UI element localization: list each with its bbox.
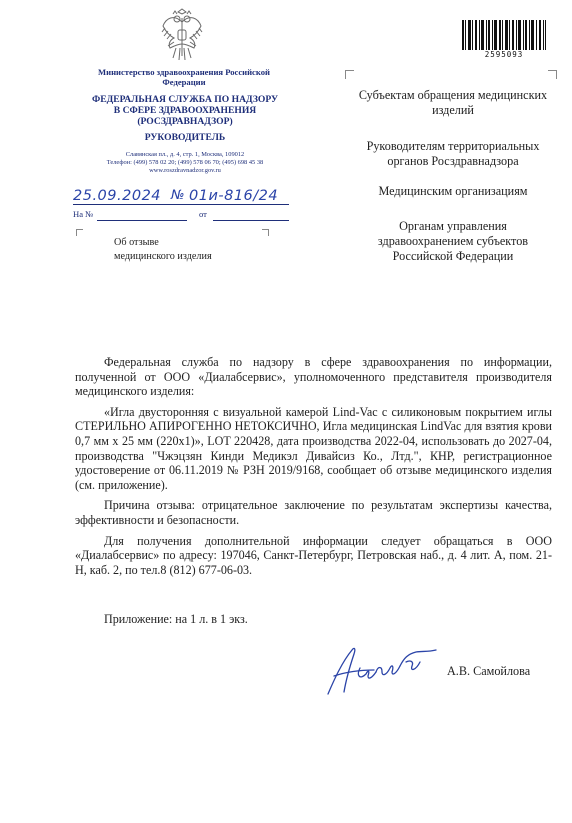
body-paragraph-1: Федеральная служба по надзору в сфере здравоохранения по информации, полученной от ООО «Диалабсервис», уполномоченного представителя производителя медицинского изделия: — [75, 355, 552, 399]
reference-line — [73, 209, 289, 223]
handwritten-date: 25.09.2024 — [73, 188, 162, 204]
subject-block — [114, 236, 212, 264]
ref-date-field — [213, 220, 289, 221]
body-paragraph-2: «Игла двусторонняя с визуальной камерой Lind-Vac с силиконовым покрытием иглы СТЕРИЛЬНО АПИРОГЕННО НЕТОКСИЧНО, Игла медицинская LindVac для взятия крови 0,7 мм х 25 мм (220х1)», LOT 220428, дата производства 2022-04, использовать до 2027-04, производства "Чжэцзян Кинди Медикэл Дивайсиз Ко., Лтд.", КНР, регистрационное удостоверение от 06.11.2019 № РЗН 2019/9168, сообщает об отзыве медицинского изделия (см. приложение). — [75, 404, 552, 492]
handwritten-number: 01и-816/24 — [189, 188, 279, 204]
appendix-note: Приложение: на 1 л. в 1 экз. — [104, 612, 248, 626]
signature-icon — [320, 636, 445, 706]
body-paragraph-4: Для получения дополнительной информации следует обращаться в ООО «Диалабсервис» по адресу: 197046, Санкт-Петербург, Петровская наб., д. 4 лит. А, пом. 21-Н, каб. 2, по тел.8 (812) 677-06-03. — [75, 533, 552, 577]
addressee-corner-right — [548, 70, 557, 79]
body-paragraph-3: Причина отзыва: отрицательное заключение по результатам экспертизы качества, эффективности и безопасности. — [75, 498, 552, 527]
date-number-line — [73, 189, 289, 205]
service-name-line-2: В СФЕРЕ ЗДРАВООХРАНЕНИЯ — [113, 105, 257, 116]
ref-label-na: На № — [73, 209, 94, 219]
barcode — [462, 20, 546, 50]
subject-corner-left — [76, 229, 83, 236]
phones: Телефон: (499) 578 02 20; (499) 578 06 70; (495) 698 45 38 — [106, 158, 264, 166]
addressee-4: Органам управления здравоохранением субъектов Российской Федерации — [377, 219, 529, 263]
service-name — [80, 94, 290, 127]
addressee-3: Медицинским организациям — [378, 184, 528, 198]
double-headed-eagle-icon — [160, 8, 204, 64]
handwritten-number-sign: № — [171, 188, 186, 203]
ministry-name: Министерство здравоохранения Российской Федерации — [98, 67, 270, 87]
subject-line-1: Об отзыве — [114, 237, 159, 248]
address: Славянская пл., д. 4, стр. 1, Москва, 109012 — [125, 151, 245, 158]
ref-number-field — [97, 220, 187, 221]
barcode-number: 2595093 — [484, 50, 524, 59]
date-underline — [73, 204, 289, 205]
subject-line-2: медицинского изделия — [114, 251, 212, 262]
head-title: РУКОВОДИТЕЛЬ — [144, 132, 226, 143]
website: www.roszdravnadzor.gov.ru — [149, 166, 221, 174]
contacts-block — [72, 151, 298, 174]
addressee-2: Руководителям территориальных органов Росздравнадзора — [366, 139, 540, 168]
ref-label-ot: от — [199, 209, 207, 219]
addressee-corner-left — [345, 70, 354, 79]
signer-name: А.В. Самойлова — [447, 664, 531, 678]
subject-corner-right — [262, 229, 269, 236]
service-name-line-3: (РОСЗДРАВНАДЗОР) — [137, 116, 233, 127]
addressee-1: Субъектам обращения медицинских изделий — [358, 88, 548, 117]
letter-body — [75, 355, 552, 583]
service-name-line-1: ФЕДЕРАЛЬНАЯ СЛУЖБА ПО НАДЗОРУ — [91, 94, 279, 105]
